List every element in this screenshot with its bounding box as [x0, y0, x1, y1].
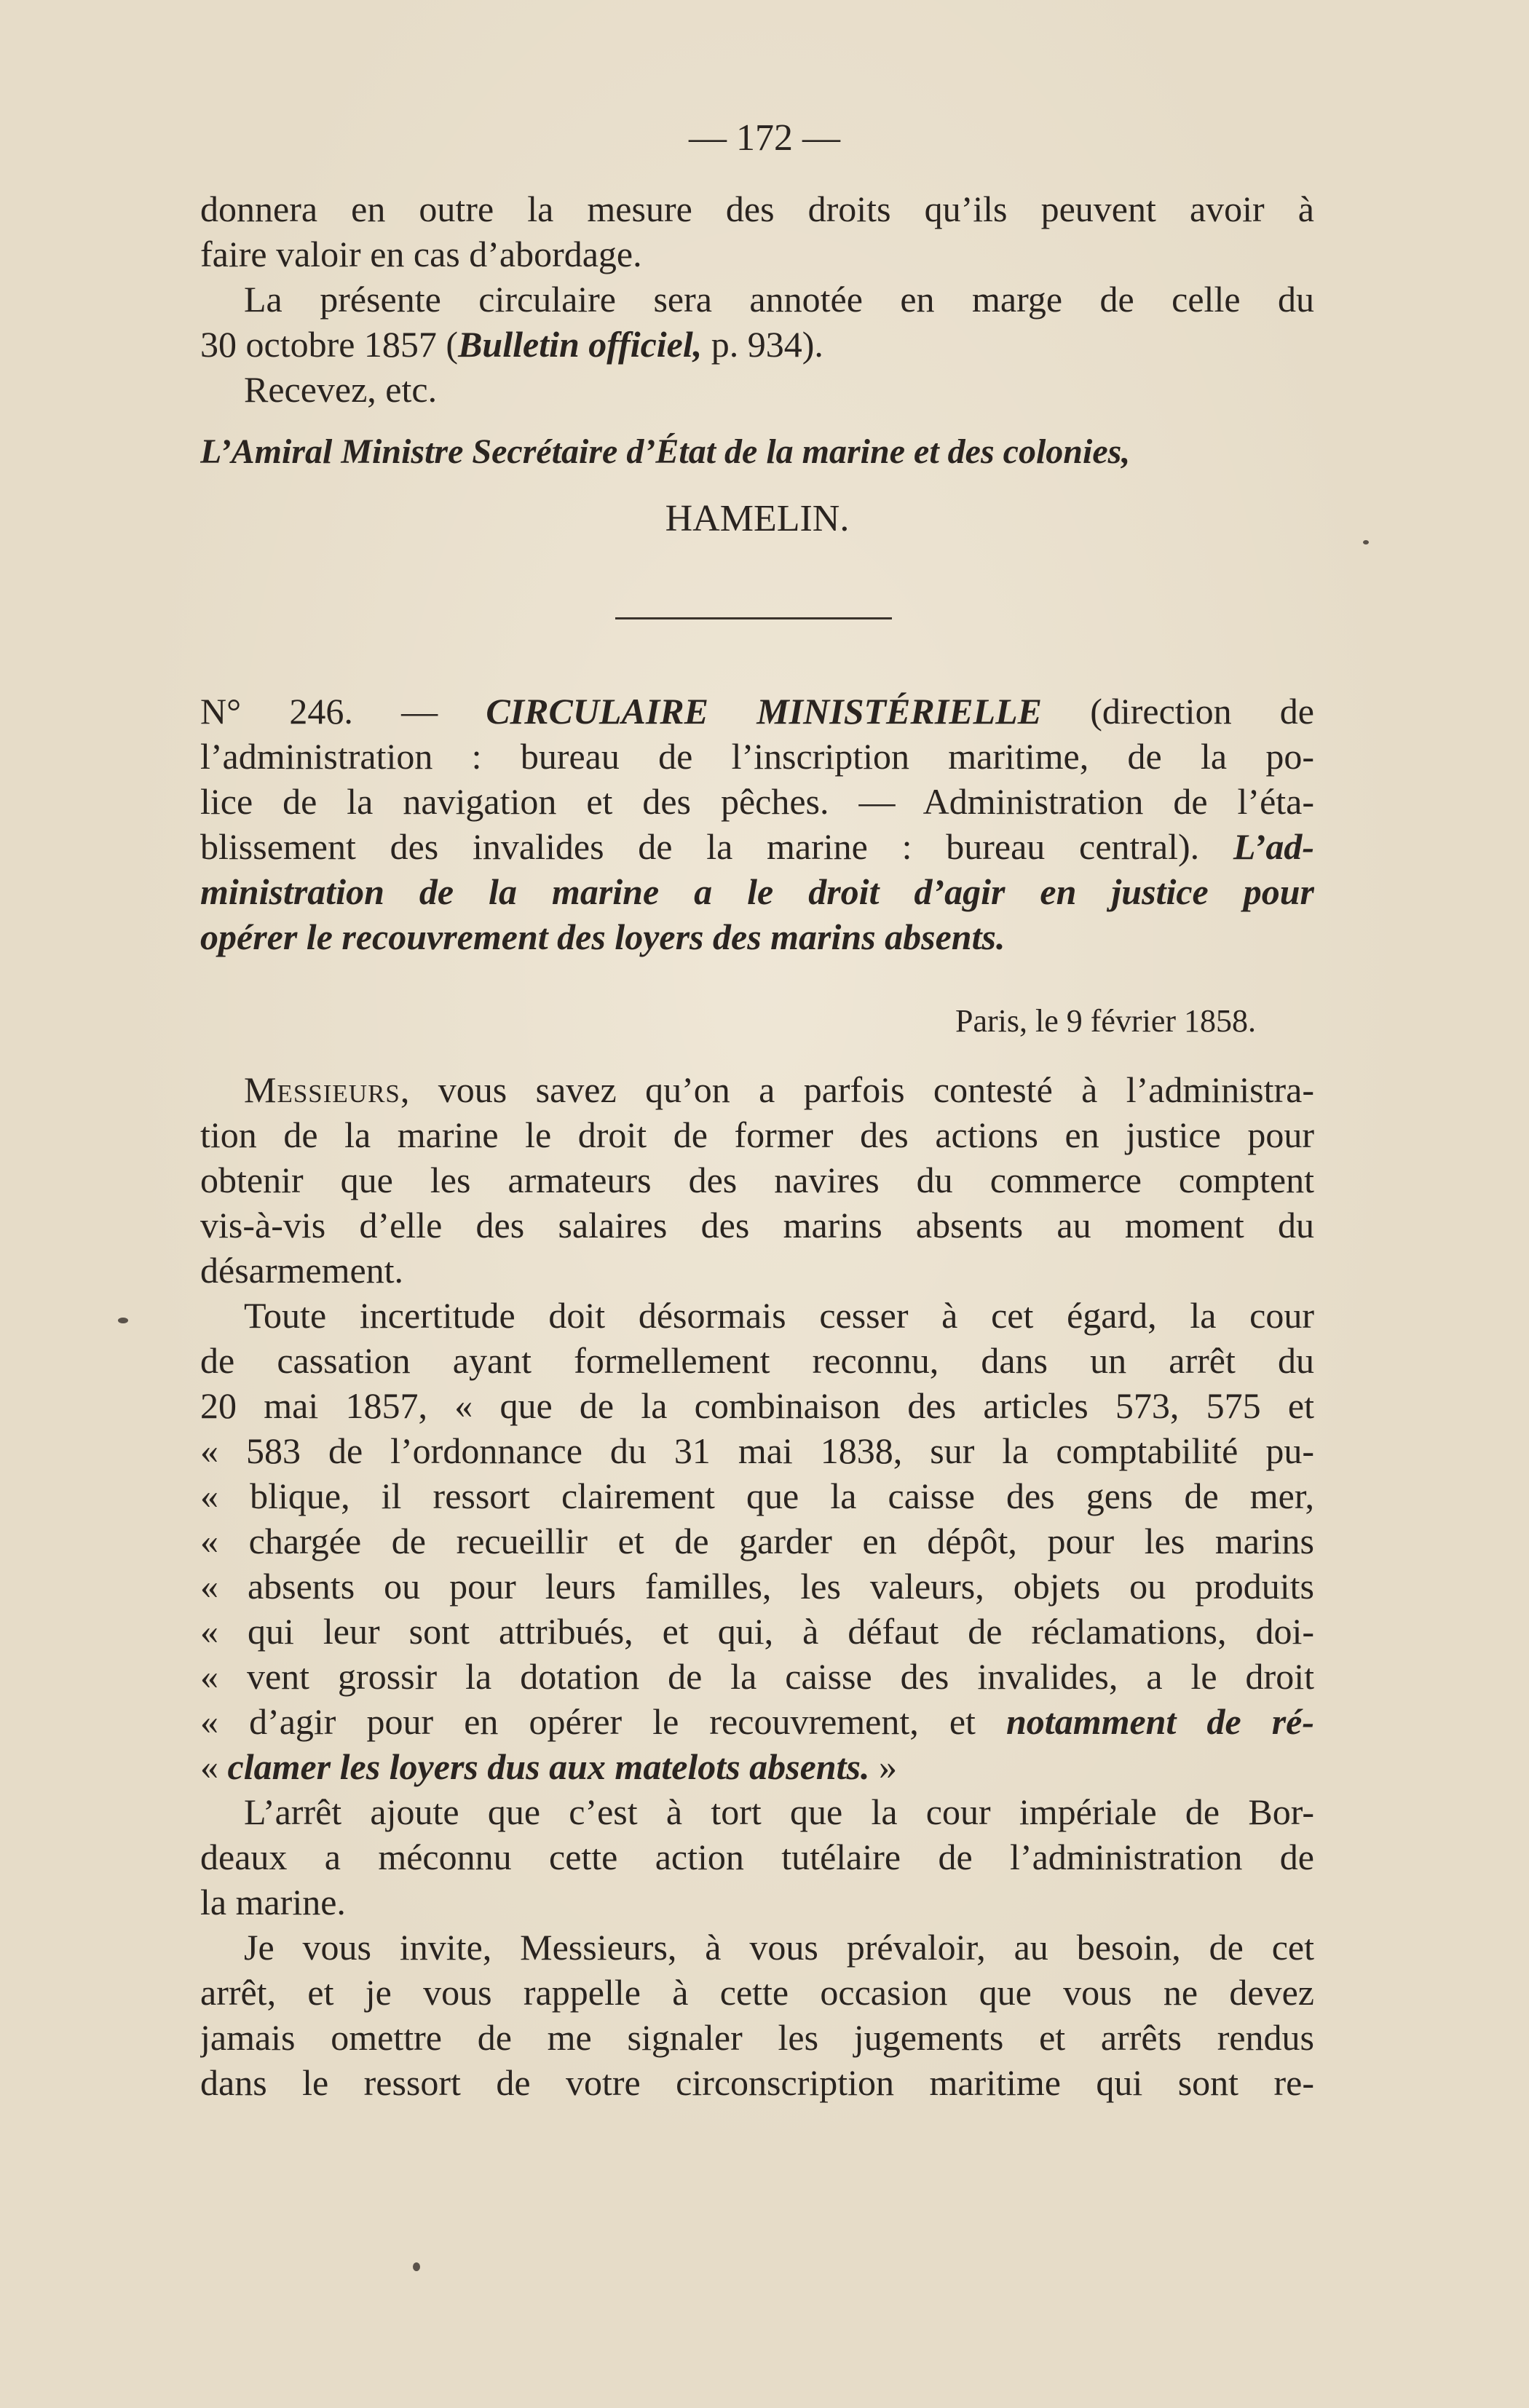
text-line: désarmement.	[200, 1250, 404, 1291]
dateline: Paris, le 9 février 1858.	[955, 1003, 1256, 1039]
text-line: La présente circulaire sera annotée en marge de celle du	[244, 279, 1314, 320]
text-line: deaux a méconnu cette action tutélaire de l’administration de	[200, 1837, 1314, 1877]
circular-summary: opérer le recouvrement des loyers des marins absents.	[200, 916, 1005, 957]
text-line: « clamer les loyers dus aux matelots absents. »	[200, 1746, 897, 1787]
text-line: « absents ou pour leurs familles, les valeurs, objets ou produits	[200, 1566, 1314, 1607]
salutation: Messieurs	[244, 1069, 400, 1110]
text-line: « d’agir pour en opérer le recouvrement, et notamment de ré-	[200, 1701, 1314, 1742]
text-line: « chargée de recueillir et de garder en dépôt, pour les marins	[200, 1521, 1314, 1561]
signatory-name: HAMELIN.	[665, 498, 850, 539]
circular-heading: N° 246. — CIRCULAIRE MINISTÉRIELLE (direction de	[200, 691, 1314, 732]
text-line: jamais omettre de me signaler les jugements et arrêts rendus	[200, 2017, 1314, 2058]
paper-speck	[118, 1318, 128, 1323]
text-line: tion de la marine le droit de former des actions en justice pour	[200, 1114, 1314, 1155]
page-number: — 172 —	[689, 117, 840, 159]
text-line: dans le ressort de votre circonscription maritime qui sont re-	[200, 2062, 1314, 2103]
text-line: L’arrêt ajoute que c’est à tort que la cour impériale de Bor-	[244, 1791, 1314, 1832]
closing-formula: Recevez, etc.	[244, 369, 438, 410]
text-line: vis-à-vis d’elle des salaires des marins absents au moment du	[200, 1205, 1314, 1245]
text-line: Messieurs, vous savez qu’on a parfois contesté à l’administra-	[244, 1069, 1314, 1110]
paper-speck	[413, 2262, 420, 2271]
circular-summary: ministration de la marine a le droit d’agir en justice pour	[200, 871, 1314, 912]
section-divider	[615, 617, 892, 619]
text-line: blissement des invalides de la marine : bureau central). L’ad-	[200, 826, 1314, 867]
circular-title: CIRCULAIRE MINISTÉRIELLE	[486, 691, 1042, 732]
text-line: 30 octobre 1857 (Bulletin officiel, p. 934).	[200, 324, 823, 365]
text-line: « vent grossir la dotation de la caisse des invalides, a le droit	[200, 1656, 1314, 1697]
text-line: 20 mai 1857, « que de la combinaison des articles 573, 575 et	[200, 1385, 1314, 1426]
text-line: Je vous invite, Messieurs, à vous prévaloir, au besoin, de cet	[244, 1927, 1314, 1968]
bulletin-reference: Bulletin officiel,	[458, 324, 703, 365]
text-line: faire valoir en cas d’abordage.	[200, 234, 642, 274]
text-line: « blique, il ressort clairement que la caisse des gens de mer,	[200, 1476, 1314, 1516]
text-line: l’administration : bureau de l’inscription maritime, de la po-	[200, 736, 1314, 777]
text-line: « qui leur sont attribués, et qui, à défaut de réclamations, doi-	[200, 1611, 1314, 1652]
text-line: de cassation ayant formellement reconnu, dans un arrêt du	[200, 1340, 1314, 1381]
text-line: lice de la navigation et des pêches. — Administration de l’éta-	[200, 781, 1314, 822]
text-line: obtenir que les armateurs des navires du commerce comptent	[200, 1160, 1314, 1200]
text-line: donnera en outre la mesure des droits qu’ils peuvent avoir à	[200, 189, 1314, 229]
paper-speck	[1363, 540, 1369, 544]
signatory-title: L’Amiral Ministre Secrétaire d’État de la marine et des colonies,	[200, 432, 1131, 471]
text-line: Toute incertitude doit désormais cesser à cet égard, la cour	[244, 1295, 1314, 1336]
text-line: arrêt, et je vous rappelle à cette occasion que vous ne devez	[200, 1972, 1314, 2013]
text-line: « 583 de l’ordonnance du 31 mai 1838, sur la comptabilité pu-	[200, 1430, 1314, 1471]
text-line: la marine.	[200, 1882, 346, 1922]
